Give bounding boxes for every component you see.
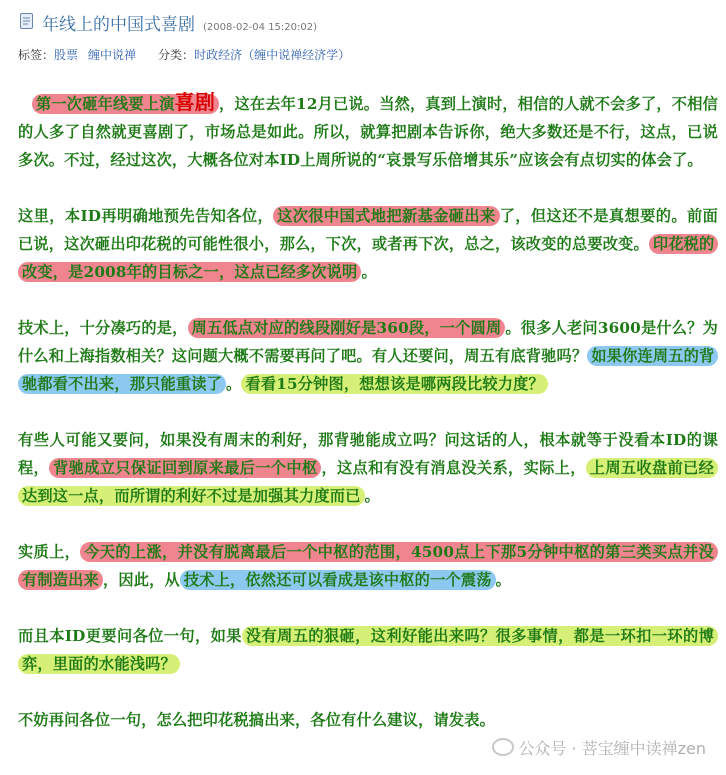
tag-link-stock[interactable]: 股票 — [54, 48, 79, 62]
paragraph-7: 不妨再问各位一句，怎么把印花税搞出来，各位有什么建议，请发表。 — [18, 711, 496, 729]
highlight-pink: 今天的上涨，并没有脱离最后一个中枢的范围，4500点上下那5分钟中枢的第三类买点并没有制造出来 — [18, 542, 718, 590]
document-icon — [20, 13, 33, 29]
highlight-lime: 上周五收盘前已经达到这一点，而所谓的利好不过是加强其力度而已 — [18, 458, 718, 506]
highlight-pink: 印花税的改变，是2008年的目标之一，这点已经多次说明 — [18, 234, 718, 282]
highlight-lime: 没有周五的狠砸，这利好能出来吗？很多事情，都是一环扣一环的博弈，里面的水能浅吗？ — [18, 626, 718, 674]
post-body — [18, 88, 718, 762]
post-title-text: 年线上的中国式喜剧 — [42, 15, 195, 35]
tag-link-chanzhong[interactable]: 缠中说禅 — [88, 48, 137, 62]
highlight-pink: 周五低点对应的线段刚好是360段，一个圆周 — [188, 318, 506, 338]
paragraph-6: 而且本ID更要问各位一句，如果 没有周五的狠砸，这利好能出来吗？很多事情，都是一环扣一环的博弈，里面的水能浅吗？ — [18, 622, 718, 678]
emphasis-xiju: 喜剧 — [174, 90, 216, 114]
category-link[interactable]: 时政经济（缠中说禅经济学） — [194, 48, 351, 62]
highlight-pink: 第一次砸年线要上演喜剧 — [32, 94, 219, 114]
paragraph-1: 第一次砸年线要上演喜剧 ，这在去年12月已说。当然，真到上演时，相信的人就不会多了，不相信的人多了自然就更喜剧了，市场总是如此。所以，就算把剧本告诉你，绝大多数还是不行，这点，已说多次。不过，经过这次，大概各位对本ID上周所说的“哀景写乐倍增其乐”应该会有点切实的体会了。 — [18, 90, 718, 169]
wechat-icon — [492, 738, 514, 756]
highlight-lime: 看看15分钟图，想想该是哪两段比较力度？ — [241, 374, 548, 394]
highlight-blue: 技术上，依然还可以看成是该中枢的一个震荡 — [180, 570, 496, 590]
paragraph-4: 有些人可能又要问，如果没有周末的利好，那背驰能成立吗？问这话的人，根本就等于没看本ID的课程， 背驰成立只保证回到原来最后一个中枢 ，这点和有没有消息没关系，实际上， 上周五收盘前已经达到这一点，而所谓的利好不过是加强其力度而已 。 — [18, 431, 718, 505]
paragraph-3: 技术上，十分凑巧的是， 周五低点对应的线段刚好是360段，一个圆周 。很多人老问3600是什么？为什么和上海指数相关？这问题大概不需要再问了吧。有人还要问，周五有底背驰吗？ 如果你连周五的背驰都看不出来，那只能重读了 。 看看15分钟图，想想该是哪两段比较力度？ — [18, 319, 718, 393]
watermark-text: 公众号 · 菩宝缠中读禅zen — [518, 739, 706, 758]
paragraph-2: 这里，本ID再明确地预先告知各位， 这次很中国式地把新基金砸出来 了，但这还不是真想要的。前面已说，这次砸出印花税的可能性很小，那么，下次，或者再下次，总之，该改变的总要改变。 印花税的改变，是2008年的目标之一，这点已经多次说明 。 — [18, 207, 718, 281]
highlight-blue: 如果你连周五的背驰都看不出来，那只能重读了 — [18, 346, 718, 394]
post-title — [42, 10, 317, 35]
watermark — [492, 736, 706, 759]
post-meta — [18, 46, 350, 63]
highlight-pink: 背驰成立只保证回到原来最后一个中枢 — [49, 458, 321, 478]
post-date: (2008-02-04 15:20:02) — [203, 22, 318, 33]
paragraph-5: 实质上， 今天的上涨，并没有脱离最后一个中枢的范围，4500点上下那5分钟中枢的第三类买点并没有制造出来 ，因此，从 技术上，依然还可以看成是该中枢的一个震荡 。 — [18, 538, 718, 594]
category-label: 分类： — [158, 48, 195, 62]
post-header — [18, 8, 718, 36]
highlight-pink: 这次很中国式地把新基金砸出来 — [273, 206, 500, 226]
tags-label: 标签： — [18, 48, 55, 62]
